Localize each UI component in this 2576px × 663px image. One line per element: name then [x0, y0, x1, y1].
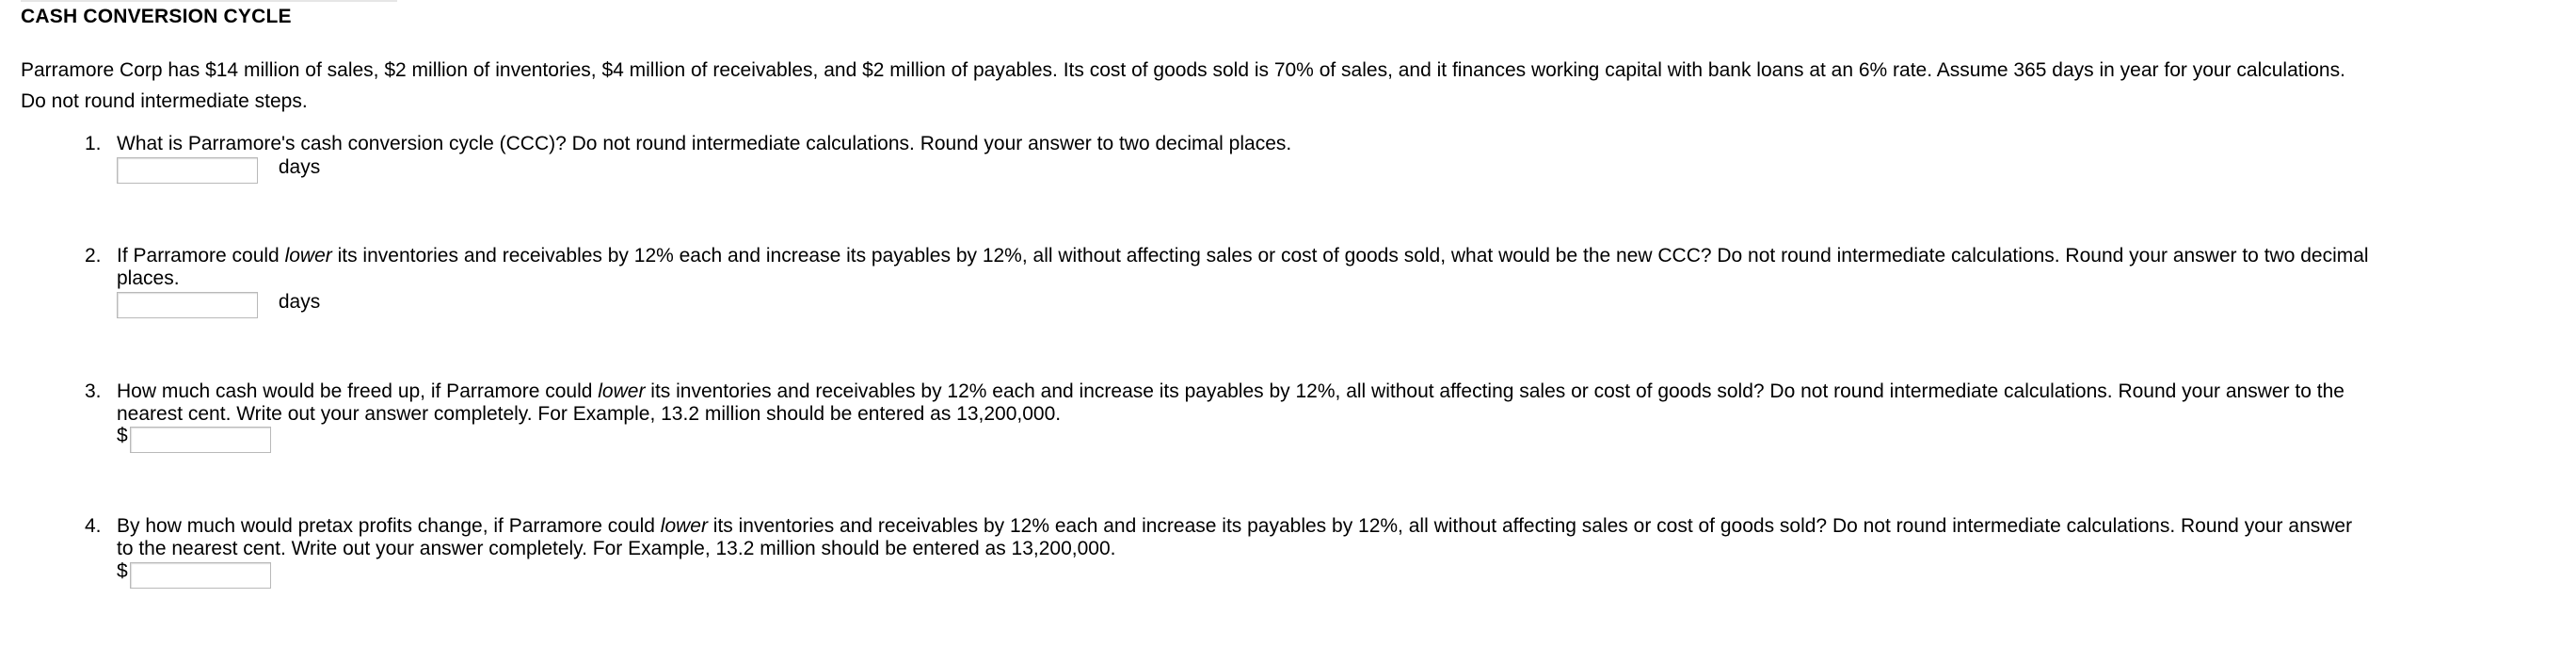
- question-line: If Parramore could lower its inventories and receivables by 12% each and increase its payables by 12%, all without affecting sales or cost of goods sold, what would be the new CCC? Do not round intermediate calculations. Round your answer to two decimal: [117, 245, 2369, 267]
- question-number: 1.: [85, 133, 102, 154]
- question-number: 4.: [85, 515, 102, 537]
- unit-label: days: [278, 156, 321, 178]
- question-text: [117, 133, 2564, 155]
- answer-input-4[interactable]: [130, 562, 271, 589]
- question-text: [117, 515, 2564, 560]
- question-number: 3.: [85, 380, 102, 402]
- problem-title: CASH CONVERSION CYCLE: [21, 6, 292, 27]
- currency-label: $: [117, 560, 128, 582]
- unit-label: days: [278, 291, 321, 313]
- answer-row-1: [117, 157, 320, 184]
- question-text: [117, 380, 2564, 426]
- question-line: to the nearest cent. Write out your answer completely. For Example, 13.2 million should be entered as 13,200,000.: [117, 538, 1116, 559]
- answer-row-3: [117, 427, 271, 453]
- question-number: 2.: [85, 245, 102, 267]
- problem-intro: [21, 55, 2562, 117]
- answer-input-1[interactable]: [117, 157, 258, 184]
- question-text: [117, 245, 2564, 290]
- answer-row-4: [117, 562, 271, 589]
- currency-label: $: [117, 425, 128, 446]
- question-line: How much cash would be freed up, if Parramore could lower its inventories and receivables by 12% each and increase its payables by 12%, all without affecting sales or cost of goods sold? Do not round intermediate calculations. Round your answer to the: [117, 380, 2344, 402]
- intro-line: Do not round intermediate steps.: [21, 90, 308, 112]
- answer-input-3[interactable]: [130, 427, 271, 453]
- intro-line: Parramore Corp has $14 million of sales, $2 million of inventories, $4 million of receivables, and $2 million of payables. Its cost of goods sold is 70% of sales, and it finances working capital with bank loans at an 6% rate. Assume 365 days in year for your calculations.: [21, 59, 2345, 81]
- question-line: What is Parramore's cash conversion cycle (CCC)? Do not round intermediate calculations. Round your answer to two decimal places.: [117, 133, 1292, 154]
- question-line: By how much would pretax profits change, if Parramore could lower its inventories and receivables by 12% each and increase its payables by 12%, all without affecting sales or cost of goods sold? Do not round intermediate calculations. Round your answer: [117, 515, 2353, 537]
- question-line: nearest cent. Write out your answer completely. For Example, 13.2 million should be entered as 13,200,000.: [117, 403, 1062, 425]
- answer-row-2: [117, 292, 320, 318]
- header-rule: [21, 0, 397, 2]
- question-line: places.: [117, 267, 180, 289]
- answer-input-2[interactable]: [117, 292, 258, 318]
